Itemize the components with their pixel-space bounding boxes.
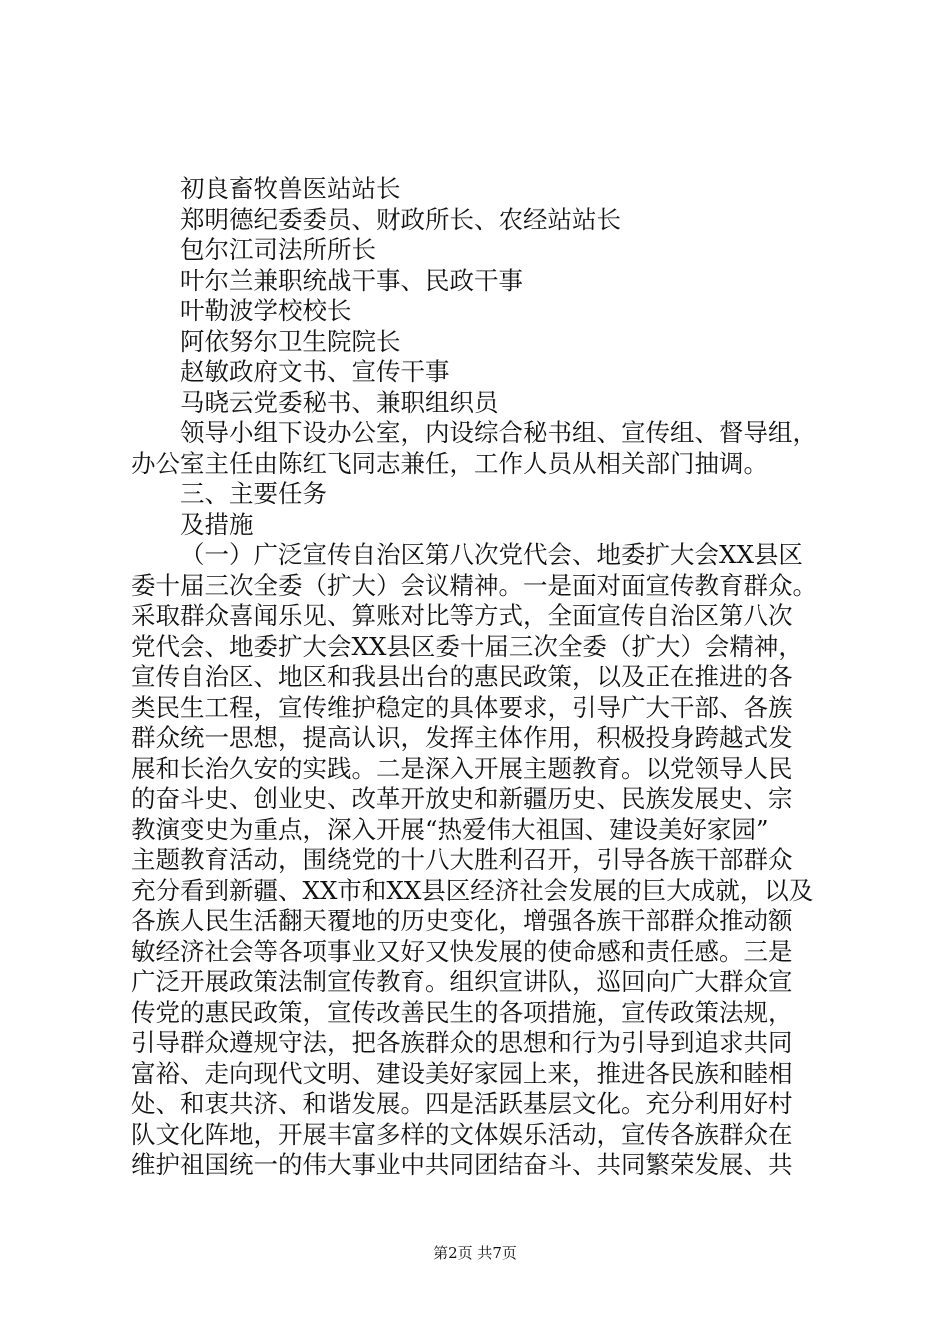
staff-line: 赵敏政府文书、宣传干事 [180,357,450,386]
office-paragraph-line: 办公室主任由陈红飞同志兼任，工作人员从相关部门抽调。 [131,448,768,478]
section-heading-continued: 及措施 [180,509,254,539]
body-paragraph-line: 各族人民生活翻天覆地的历史变化，增强各族干部群众推动额 [131,906,793,935]
staff-line: 初良畜牧兽医站站长 [180,174,401,203]
body-paragraph-line: 群众统一思想，提高认识，发挥主体作用，积极投身跨越式发 [131,723,793,752]
staff-line: 阿依努尔卫生院院长 [180,326,401,356]
body-paragraph-line: 教演变史为重点，深入开展“热爱伟大祖国、建设美好家园” [131,814,769,844]
section-heading: 三、主要任务 [180,479,327,508]
staff-line: 包尔江司法所所长 [180,235,376,264]
body-paragraph-line: 广泛开展政策法制宣传教育。组织宣讲队，巡回向广大群众宣 [131,967,793,996]
staff-line: 马晓云党委秘书、兼职组织员 [180,387,499,417]
staff-line: 郑明德纪委委员、财政所长、农经站站长 [180,204,621,234]
body-paragraph-line: 敏经济社会等各项事业又好又快发展的使命感和责任感。三是 [131,936,793,966]
body-paragraph-line: 类民生工程，宣传维护稳定的具体要求，引导广大干部、各族 [131,692,793,722]
body-paragraph-line: 主题教育活动，围绕党的十八大胜利召开，引导各族干部群众 [131,845,793,874]
body-paragraph-line: 队文化阵地，开展丰富多样的文体娱乐活动，宣传各族群众在 [131,1119,793,1149]
body-paragraph-line: 宣传自治区、地区和我县出台的惠民政策，以及正在推进的各 [131,662,793,691]
body-paragraph-line: 处、和衷共济、和谐发展。四是活跃基层文化。充分利用好村 [131,1089,793,1118]
body-paragraph-line: 党代会、地委扩大会XX县区委十届三次全委（扩大）会精神， [131,631,803,661]
page-number-footer: 第2页 共7页 [433,1244,517,1262]
staff-line: 叶勒波学校校长 [180,296,352,325]
body-paragraph-line: 的奋斗史、创业史、改革开放史和新疆历史、民族发展史、宗 [131,784,793,813]
body-paragraph-line: 采取群众喜闻乐见、算账对比等方式，全面宣传自治区第八次 [131,601,793,630]
body-paragraph-line: （一）广泛宣传自治区第八次党代会、地委扩大会XX县区 [180,540,803,569]
body-paragraph-line: 展和长治久安的实践。二是深入开展主题教育。以党领导人民 [131,753,793,783]
body-paragraph-line: 引导群众遵规守法，把各族群众的思想和行为引导到追求共同 [131,1028,793,1057]
staff-line: 叶尔兰兼职统战干事、民政干事 [180,265,523,295]
body-paragraph-line: 传党的惠民政策，宣传改善民生的各项措施，宣传政策法规， [131,997,793,1027]
body-paragraph-line: 委十届三次全委（扩大）会议精神。一是面对面宣传教育群众。 [131,570,817,600]
document-body [131,174,831,1181]
body-paragraph-line: 富裕、走向现代文明、建设美好家园上来，推进各民族和睦相 [131,1058,793,1088]
body-paragraph-line: 充分看到新疆、XX市和XX县区经济社会发展的巨大成就，以及 [131,875,814,905]
body-paragraph-line: 维护祖国统一的伟大事业中共同团结奋斗、共同繁荣发展、共 [131,1150,793,1179]
office-paragraph-line: 领导小组下设办公室，内设综合秘书组、宣传组、督导组， [180,418,817,447]
